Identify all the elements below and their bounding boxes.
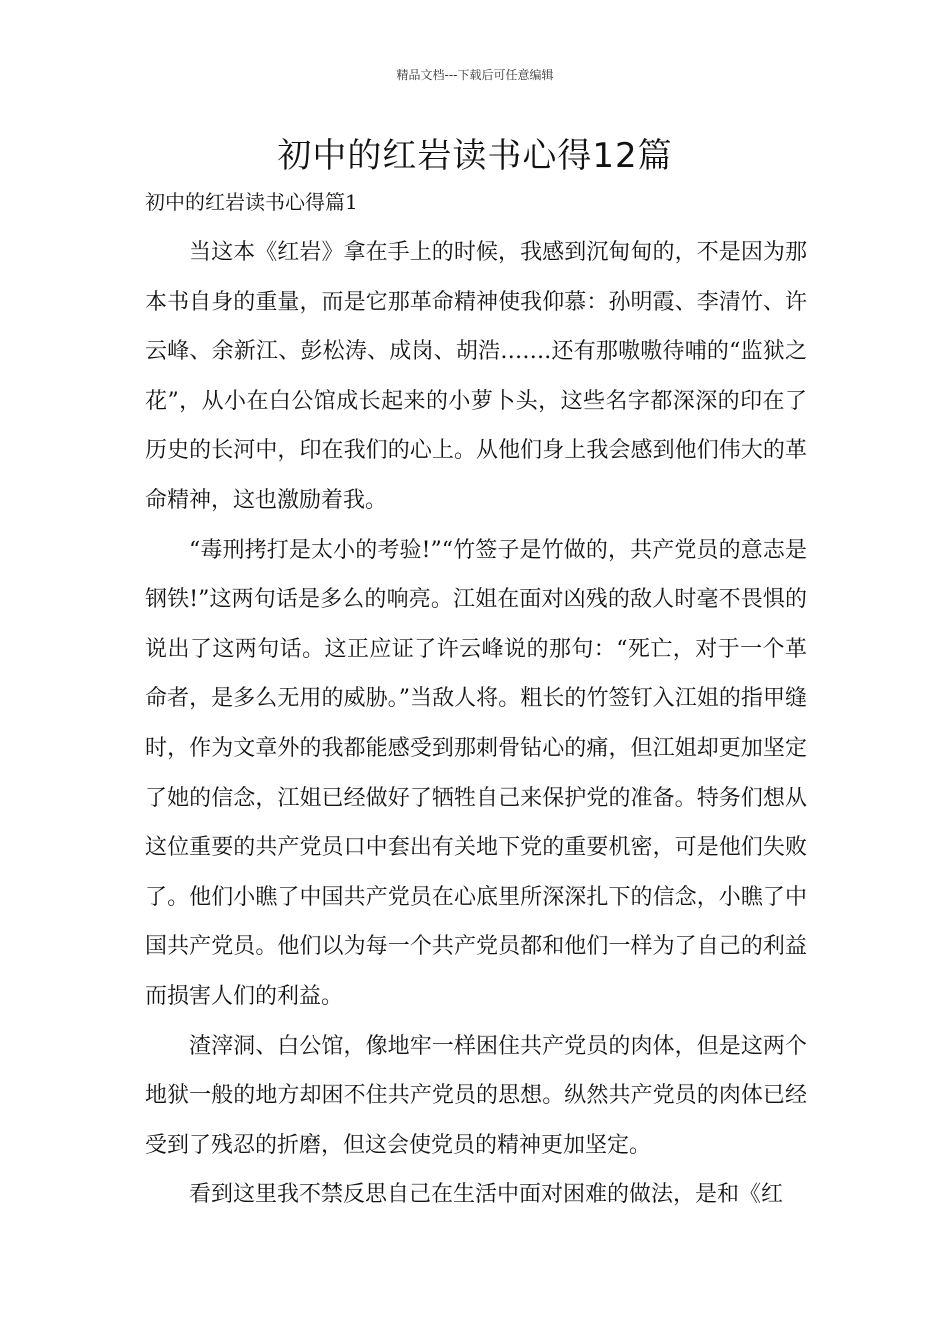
paragraph: 渣滓洞、白公馆，像地牢一样困住共产党员的肉体，但是这两个地狱一般的地方却困不住共产党员的思想。纵然共产党员的肉体已经受到了残忍的折磨，但这会使党员的精神更加坚定。: [145, 1033, 807, 1158]
section-heading: 初中的红岩读书心得篇1: [145, 190, 358, 214]
paragraph: “毒刑拷打是太小的考验!”“竹签子是竹做的，共产党员的意志是钢铁!”这两句话是多么的响亮。江姐在面对凶残的敌人时毫不畏惧的说出了这两句话。这正应证了许云峰说的那句：“死亡，对于一个革命者，是多么无用的威胁。”当敌人将。粗长的竹签钉入江姐的指甲缝时，作为文章外的我都能感受到那刺骨钻心的痛，但江姐却更加坚定了她的信念，江姐已经做好了牺牲自己来保护党的准备。特务们想从这位重要的共产党员口中套出有关地下党的重要机密，可是他们失败了。他们小瞧了中国共产党员在心底里所深深扎下的信念，小瞧了中国共产党员。他们以为每一个共产党员都和他们一样为了自己的利益而损害人们的利益。: [145, 537, 807, 1009]
paragraph: 当这本《红岩》拿在手上的时候，我感到沉甸甸的，不是因为那本书自身的重量，而是它那革命精神使我仰慕：孙明霞、李清竹、许云峰、余新江、彭松涛、成岗、胡浩…….还有那嗷嗷待哺的“监狱之花”，从小在白公馆成长起来的小萝卜头，这些名字都深深的印在了历史的长河中，印在我们的心上。从他们身上我会感到他们伟大的革命精神，这也激励着我。: [145, 240, 807, 513]
document-body: [145, 228, 807, 1220]
document-title: 初中的红岩读书心得12篇: [277, 136, 673, 176]
header-note: 精品文档---下载后可任意编辑: [396, 68, 554, 82]
paragraph: 看到这里我不禁反思自己在生活中面对困难的做法，是和《红: [189, 1182, 784, 1208]
